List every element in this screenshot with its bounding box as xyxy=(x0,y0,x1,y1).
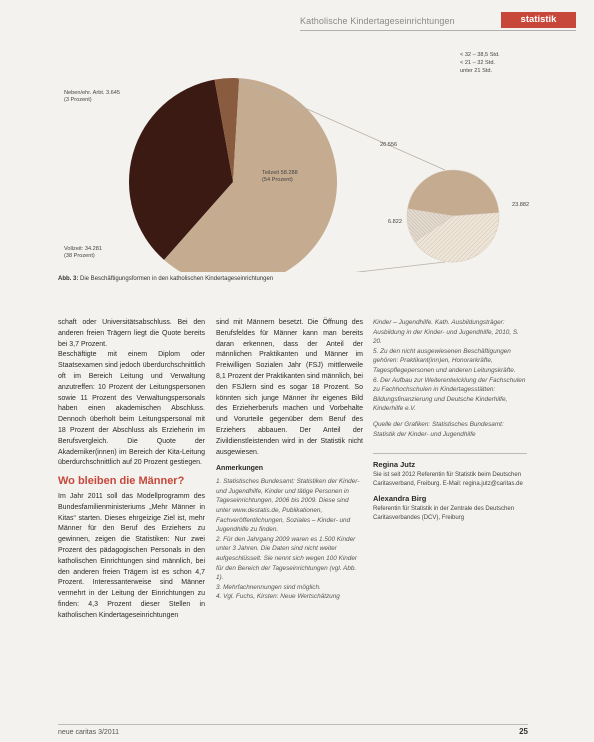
publication-name: neue caritas 3/2011 xyxy=(58,729,119,736)
pie-label-neben-pct: (3 Prozent) xyxy=(64,97,92,103)
footnote: 3. Mehrfachnennungen sind möglich. xyxy=(216,583,321,591)
detail-legend-item: < 21 – 32 Std. xyxy=(460,60,495,66)
section-heading: Wo bleiben die Männer? xyxy=(58,475,185,488)
detail-label-23882: 23.882 xyxy=(512,202,530,208)
pie-chart xyxy=(58,36,536,272)
paragraph: schaft oder Universitätsabschluss. Bei den anderen freien Trägern liegt die Quote bereits bei 3,7 Prozent. xyxy=(58,319,205,348)
pie-label-neben: Neben/ehr. Arbt. 3.645 xyxy=(64,90,120,96)
author-name: Alexandra Birg xyxy=(373,494,427,504)
caption-text: Die Beschäftigungsformen in den katholischen Kindertageseinrichtungen xyxy=(80,276,274,282)
page-number: 25 xyxy=(519,727,528,736)
pie-label-vollzeit: Vollzeit: 34.281 xyxy=(64,246,102,252)
notes-heading: Anmerkungen xyxy=(216,465,264,473)
detail-legend-item: < 32 – 38,5 Std. xyxy=(460,52,500,58)
detail-label-26556: 26.556 xyxy=(380,142,398,148)
figure-caption xyxy=(58,276,528,282)
detail-slice-26556 xyxy=(408,170,499,216)
footnote: 6. Der Aufbau zur Weiterentwicklung der Fachschulen zu Fachhochschulen in Kindertagesstätten: Bildungsfinanzierung und Deutsche Kinderhilfe, Kinderhilfe e.V. xyxy=(373,376,526,413)
footnote: 5. Zu den nicht ausgewiesenen Beschäftigungen gehören: Praktikant(inn)en, Honorarkräfte, Tagespflegepersonen und anderen Leitungskräfte. xyxy=(373,347,516,374)
footer-rule xyxy=(58,724,528,725)
footnote: 4. Vgl. Fuchs, Kirsten: Neue Wertschätzung xyxy=(216,593,340,601)
text-column-1 xyxy=(58,318,205,622)
section-badge: statistik xyxy=(501,12,576,28)
footnote: Kinder – Jugendhilfe. Kath. Ausbildungsträger: Ausbildung in der Kinder- und Jugendhilfe, 2010, S. 20. xyxy=(373,319,519,346)
pie-label-vollzeit-pct: (38 Prozent) xyxy=(64,253,95,259)
footnote: 1. Statistisches Bundesamt: Statistiken der Kinder- und Jugendhilfe, Kinder und tätige Personen in Tageseinrichtungen, 2006 bis 2009. Diese sind unter www.destatis.de, Publikationen, Fachveröffentlichungen, Soziales – Kinder- und Jugendhilfe zu finden. xyxy=(216,478,360,534)
paragraph: Beschäftigte mit einem Diplom oder Staatsexamen sind jedoch überdurchschnittlich oft im Bereich Leitung und Verwaltung anzutreffen: 10 Prozent der Leitungspersonen sowie 11 Prozent des Verwaltungspersonals haben einen akademischen Abschluss. Dennoch überholt beim Leitungspersonal mit 18 Prozent der Abschluss als Erzieherin im Berufsvergleich. Die Quote der Akademiker(innen) im Bereich der Kita-Leitung überdurchschnittlich auf 20 Prozent gestiegen. xyxy=(58,351,205,467)
paragraph: Im Jahr 2011 soll das Modellprogramm des Bundesfamilienministeriums „Mehr Männer in Kitas“ starten. Dieses ehrgeizige Ziel ist, mehr Männer für den Beruf des Erziehers zu gewinnen, zeigen die Statistiken: Nur zwei Prozent des pädagogischen Personals in den katholischen Einrichtungen sind männlich, bei den anderen freien Trägern ist es schon 4,7 Prozent. Interessanterweise sind Männer vermehrt in der Leitung der Einrichtungen zu finden: 4,3 Prozent dieser Stellen in katholischen Kindertageseinrichtungen xyxy=(58,492,205,619)
header-rule xyxy=(300,30,576,31)
detail-label-6822: 6.822 xyxy=(388,219,402,225)
paragraph: sind mit Männern besetzt. Die Öffnung des Berufsfeldes für Männer kann man bereits daran erkennen, dass der Anteil der männlichen Praktikanten und Männer im Freiwilligen Sozialen Jahr (FSJ) mittlerweile 8,1 Prozent der Praktikanten sind männlich, bei den FSJlern sind es sogar 18 Prozent. So könnten sich junge Männer ihr eigenes Bild des Erzieherberufs machen und Vorbehalte und Vorurteile gegenüber dem Beruf des Erziehers abbauen. Der Anteil der Zivildienstleistenden wird in der Statistik nicht ausgewiesen. xyxy=(216,319,363,456)
running-header-title: Katholische Kindertageseinrichtungen xyxy=(300,16,455,26)
source-note: Quelle der Grafiken: Statistisches Bundesamt: Statistik der Kinder- und Jugendhilfe xyxy=(373,420,504,438)
author-divider xyxy=(373,453,527,454)
pie-label-teilzeit: Teilzeit 58.288 xyxy=(262,170,298,176)
text-column-3 xyxy=(373,318,527,528)
author-bio: Referentin für Statistik in der Zentrale des Deutschen Caritasverbandes (DCV), Freiburg xyxy=(373,505,515,521)
pie-label-teilzeit-pct: (54 Prozent) xyxy=(262,177,293,183)
detail-legend-item: unter 21 Std. xyxy=(460,68,493,74)
footnote: 2. Für den Jahrgang 2009 waren es 1.500 Kinder unter 3 Jahren. Die Daten sind nicht weiter aufgeschlüsselt. Sie nennt sich wegen 100 Kinder für den Bereich der Tageseinrichtungen (vgl. Abb. 1). xyxy=(216,535,358,582)
author-name: Regina Jutz xyxy=(373,460,416,470)
author-bio: Sie ist seit 2012 Referentin für Statistik beim Deutschen Caritasverband, Freiburg. E-Mail: regina.jutz@caritas.de xyxy=(373,471,523,487)
text-column-2 xyxy=(216,318,363,602)
caption-label: Abb. 3: xyxy=(58,276,79,282)
